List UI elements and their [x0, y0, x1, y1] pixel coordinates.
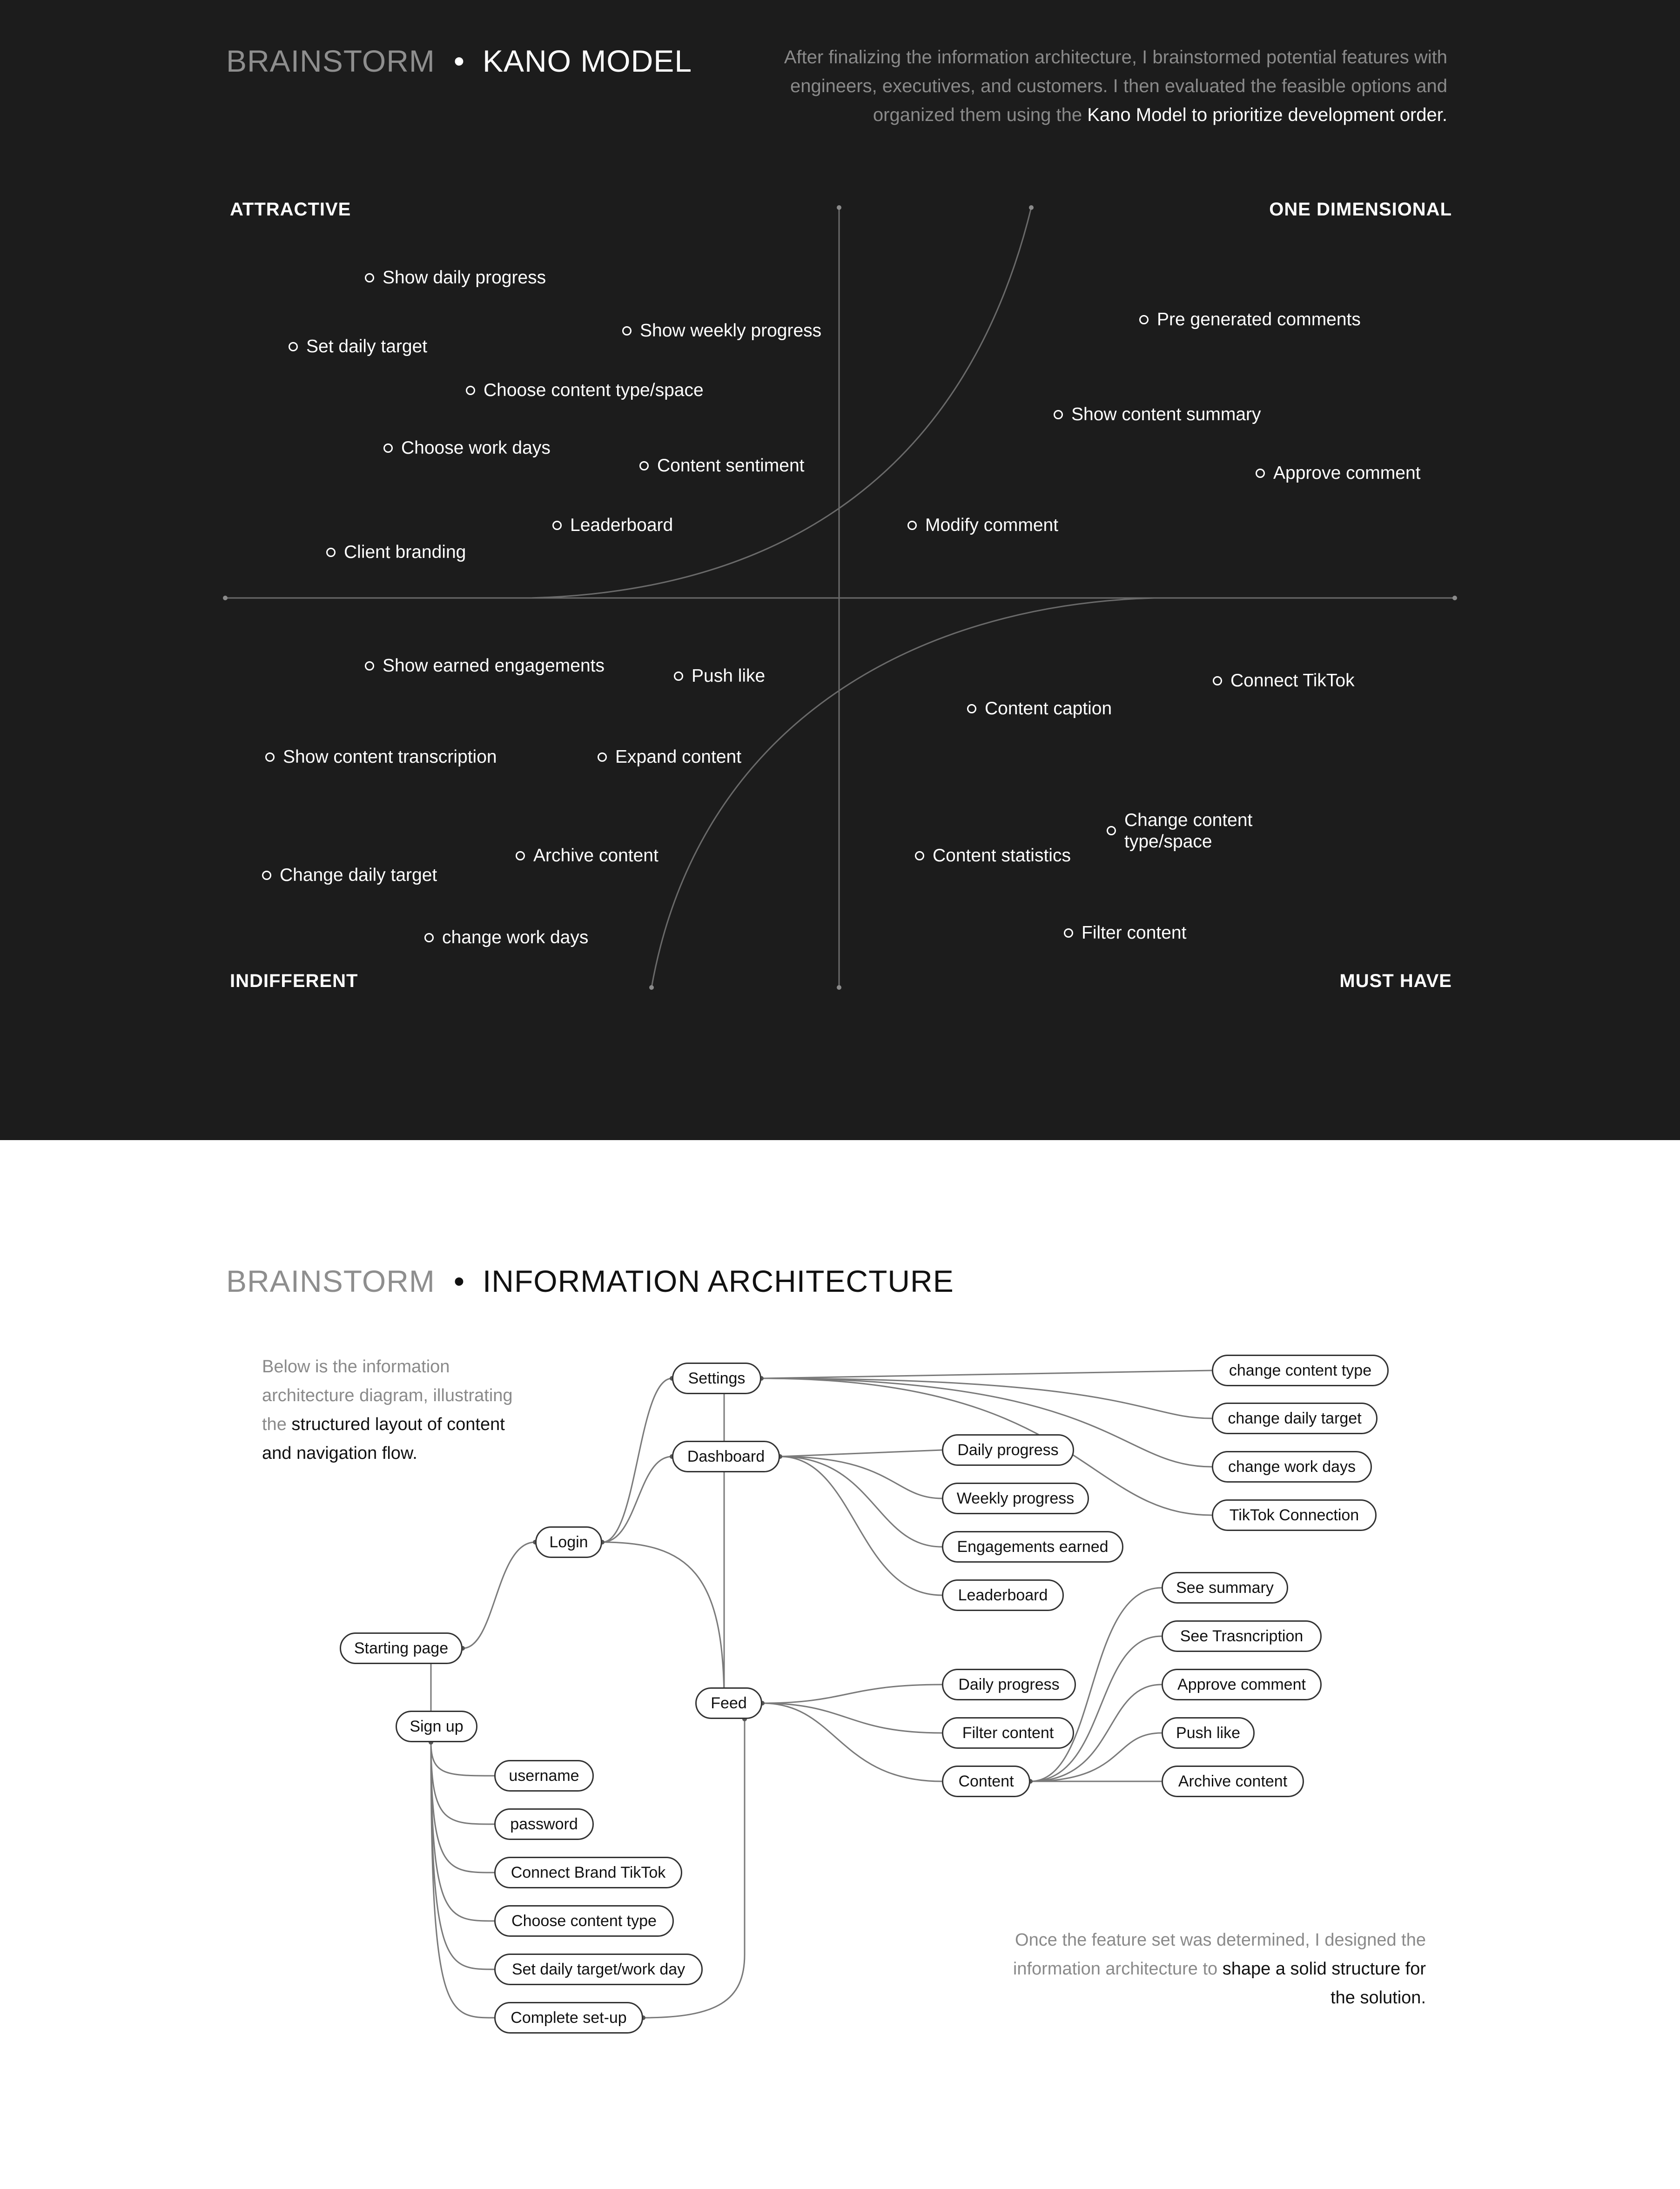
circle-bullet-icon: [967, 704, 976, 713]
kano-feature-item: [326, 542, 466, 563]
ia-connector: [431, 1742, 494, 1824]
kano-feature-item: [1256, 463, 1420, 484]
kano-axis-dot: [1452, 596, 1457, 600]
circle-bullet-icon: [365, 273, 374, 282]
kano-title-separator: •: [453, 44, 465, 78]
kano-feature-label: Change daily target: [280, 865, 437, 885]
circle-bullet-icon: [1213, 676, 1222, 685]
ia-node-set-daily-target: Set daily target/work day: [494, 1954, 703, 1985]
kano-feature-item: [1139, 309, 1361, 330]
kano-feature-label: Content caption: [985, 698, 1112, 718]
circle-bullet-icon: [383, 443, 393, 453]
kano-feature-label: Connect TikTok: [1230, 671, 1355, 691]
kano-feature-item: [622, 320, 821, 342]
kano-feature-item: [516, 845, 659, 866]
circle-bullet-icon: [598, 752, 607, 762]
kano-feature-item: [967, 698, 1112, 719]
ia-node-login: Login: [535, 1526, 602, 1558]
circle-bullet-icon: [289, 342, 298, 351]
ia-node-push-like: Push like: [1162, 1717, 1255, 1749]
ia-node-approve-comment: Approve comment: [1162, 1669, 1322, 1700]
circle-bullet-icon: [424, 933, 434, 942]
kano-feature-item: [907, 515, 1058, 536]
kano-feature-item: [1054, 404, 1261, 425]
circle-bullet-icon: [326, 548, 336, 557]
ia-connector: [1030, 1636, 1162, 1781]
ia-node-complete-setup: Complete set-up: [494, 2002, 643, 2034]
kano-feature-item: [1107, 810, 1252, 853]
ia-outro-highlight: shape a solid structure for: [1222, 1959, 1426, 1979]
kano-curve-dot: [649, 985, 654, 990]
ia-description-line-1: Below is the information: [262, 1357, 450, 1377]
kano-axis-dot: [837, 985, 841, 990]
kano-feature-label: Client branding: [344, 542, 466, 562]
kano-axis-dot: [837, 205, 841, 210]
quadrant-label-indifferent: INDIFFERENT: [230, 971, 358, 991]
ia-node-archive-content: Archive content: [1162, 1766, 1304, 1797]
kano-feature-label: Show weekly progress: [640, 321, 822, 341]
kano-feature-item: [262, 865, 437, 886]
ia-node-dashboard: Dashboard: [672, 1441, 780, 1472]
kano-feature-item: [639, 455, 805, 477]
kano-title-main: KANO MODEL: [482, 44, 692, 78]
ia-node-see-transcription: See Trasncription: [1162, 1620, 1322, 1652]
circle-bullet-icon: [365, 661, 374, 671]
circle-bullet-icon: [622, 326, 632, 336]
ia-outro-line-2-muted: information architecture to: [1013, 1959, 1223, 1979]
ia-connector: [761, 1370, 1212, 1378]
ia-node-leaderboard: Leaderboard: [942, 1579, 1064, 1611]
ia-node-settings: Settings: [672, 1363, 761, 1394]
circle-bullet-icon: [516, 851, 525, 860]
ia-description-line-2: architecture diagram, illustrating: [262, 1386, 513, 1405]
quadrant-label-must-have: MUST HAVE: [1339, 971, 1452, 991]
circle-bullet-icon: [1064, 928, 1073, 938]
ia-connector: [780, 1457, 942, 1547]
kano-feature-item: [598, 746, 741, 768]
circle-bullet-icon: [1107, 826, 1116, 835]
kano-feature-item: [289, 336, 427, 357]
ia-node-connect-brand-tiktok: Connect Brand TikTok: [494, 1857, 682, 1888]
ia-connector: [431, 1742, 494, 2018]
ia-description-highlight: structured layout of content: [291, 1415, 505, 1434]
kano-feature-item: [424, 927, 588, 948]
quadrant-label-one-dimensional: ONE DIMENSIONAL: [1269, 199, 1452, 220]
ia-connector: [761, 1378, 1212, 1418]
kano-intro-line-2: engineers, executives, and customers. I then evaluated the feasible options and: [790, 76, 1447, 96]
ia-description-line-4: and navigation flow.: [262, 1444, 417, 1463]
circle-bullet-icon: [915, 851, 924, 860]
kano-feature-label: Choose work days: [401, 438, 551, 458]
circle-bullet-icon: [552, 521, 562, 530]
kano-feature-item: [265, 746, 497, 768]
ia-node-engagements-earned: Engagements earned: [942, 1531, 1123, 1563]
kano-feature-label: Leaderboard: [570, 515, 673, 535]
kano-feature-item: [1064, 922, 1186, 944]
kano-feature-label: Modify comment: [925, 515, 1059, 535]
circle-bullet-icon: [1054, 410, 1063, 419]
ia-node-password: password: [494, 1808, 594, 1840]
ia-node-tiktok-connection: TikTok Connection: [1212, 1499, 1377, 1531]
kano-feature-label: change work days: [442, 927, 589, 947]
ia-connector: [431, 1742, 494, 1776]
kano-feature-label: Choose content type/space: [484, 380, 704, 400]
kano-feature-item: [365, 655, 605, 677]
quadrant-label-attractive: ATTRACTIVE: [230, 199, 351, 220]
ia-node-username: username: [494, 1760, 594, 1792]
kano-feature-label: Pre generated comments: [1157, 309, 1361, 329]
kano-title-prefix: BRAINSTORM: [226, 44, 435, 78]
ia-node-choose-content-type: Choose content type: [494, 1905, 674, 1937]
ia-title-main: INFORMATION ARCHITECTURE: [482, 1264, 954, 1298]
ia-outro-line-1: Once the feature set was determined, I designed the: [1015, 1930, 1426, 1950]
kano-intro-line-1: After finalizing the information architecture, I brainstormed potential features with: [784, 47, 1447, 67]
kano-feature-label: Set daily target: [306, 336, 428, 356]
kano-feature-label: Archive content: [533, 846, 659, 866]
ia-connector: [762, 1685, 942, 1703]
circle-bullet-icon: [1139, 315, 1149, 324]
kano-feature-label: Change content type/space: [1124, 810, 1253, 852]
ia-node-change-content-type: change content type: [1212, 1355, 1389, 1386]
ia-connector: [780, 1450, 942, 1457]
kano-curve-dot: [1029, 205, 1034, 210]
kano-feature-item: [915, 845, 1071, 866]
circle-bullet-icon: [907, 521, 917, 530]
ia-outro-line-3: the solution.: [1331, 1988, 1426, 2008]
ia-description-line-3-muted: the: [262, 1415, 292, 1434]
ia-connectors: [0, 1140, 1680, 2189]
kano-upper-curve: [531, 208, 1031, 598]
kano-feature-label: Show content summary: [1071, 404, 1261, 424]
ia-node-change-work-days: change work days: [1212, 1451, 1372, 1483]
information-architecture-section: [0, 1140, 1680, 2189]
ia-node-feed-daily-progress: Daily progress: [942, 1669, 1076, 1700]
ia-node-see-summary: See summary: [1162, 1572, 1288, 1604]
kano-feature-item: [674, 665, 765, 687]
kano-feature-item: [466, 380, 704, 401]
ia-node-sign-up: Sign up: [396, 1711, 477, 1742]
circle-bullet-icon: [262, 871, 271, 880]
kano-feature-label: Approve comment: [1273, 463, 1421, 483]
ia-node-dashboard-daily-progress: Daily progress: [942, 1434, 1074, 1466]
kano-feature-label: Filter content: [1082, 923, 1187, 943]
ia-connector: [602, 1457, 672, 1542]
circle-bullet-icon: [674, 671, 683, 681]
ia-node-feed: Feed: [695, 1687, 762, 1719]
circle-bullet-icon: [265, 752, 275, 762]
ia-connector: [762, 1703, 942, 1781]
ia-connector: [780, 1457, 942, 1595]
kano-feature-label: Show earned engagements: [383, 656, 605, 676]
ia-node-starting-page: Starting page: [340, 1632, 463, 1664]
ia-title-prefix: BRAINSTORM: [226, 1264, 435, 1298]
circle-bullet-icon: [1256, 469, 1265, 478]
kano-feature-item: [365, 267, 546, 289]
ia-node-filter-content: Filter content: [942, 1717, 1074, 1749]
kano-intro-highlight: Kano Model to prioritize development order.: [1087, 105, 1447, 125]
kano-feature-item: [552, 515, 673, 536]
kano-feature-label: Show content transcription: [283, 747, 497, 767]
kano-feature-label: Show daily progress: [383, 268, 546, 288]
kano-feature-item: [1213, 670, 1355, 692]
ia-node-weekly-progress: Weekly progress: [942, 1483, 1089, 1514]
kano-feature-label: Content sentiment: [657, 456, 805, 476]
kano-axis-dot: [223, 596, 228, 600]
kano-feature-label: Push like: [692, 666, 766, 686]
circle-bullet-icon: [466, 386, 475, 395]
ia-connector: [602, 1542, 724, 1703]
kano-feature-item: [383, 437, 551, 459]
kano-feature-label: Expand content: [615, 747, 742, 767]
kano-intro-line-3-muted: organized them using the: [873, 105, 1088, 125]
ia-node-change-daily-target: change daily target: [1212, 1403, 1378, 1434]
kano-feature-label: Content statistics: [933, 846, 1071, 866]
circle-bullet-icon: [639, 461, 649, 470]
ia-title-separator: •: [453, 1264, 465, 1298]
ia-node-content: Content: [942, 1766, 1030, 1797]
ia-connector: [463, 1542, 535, 1648]
